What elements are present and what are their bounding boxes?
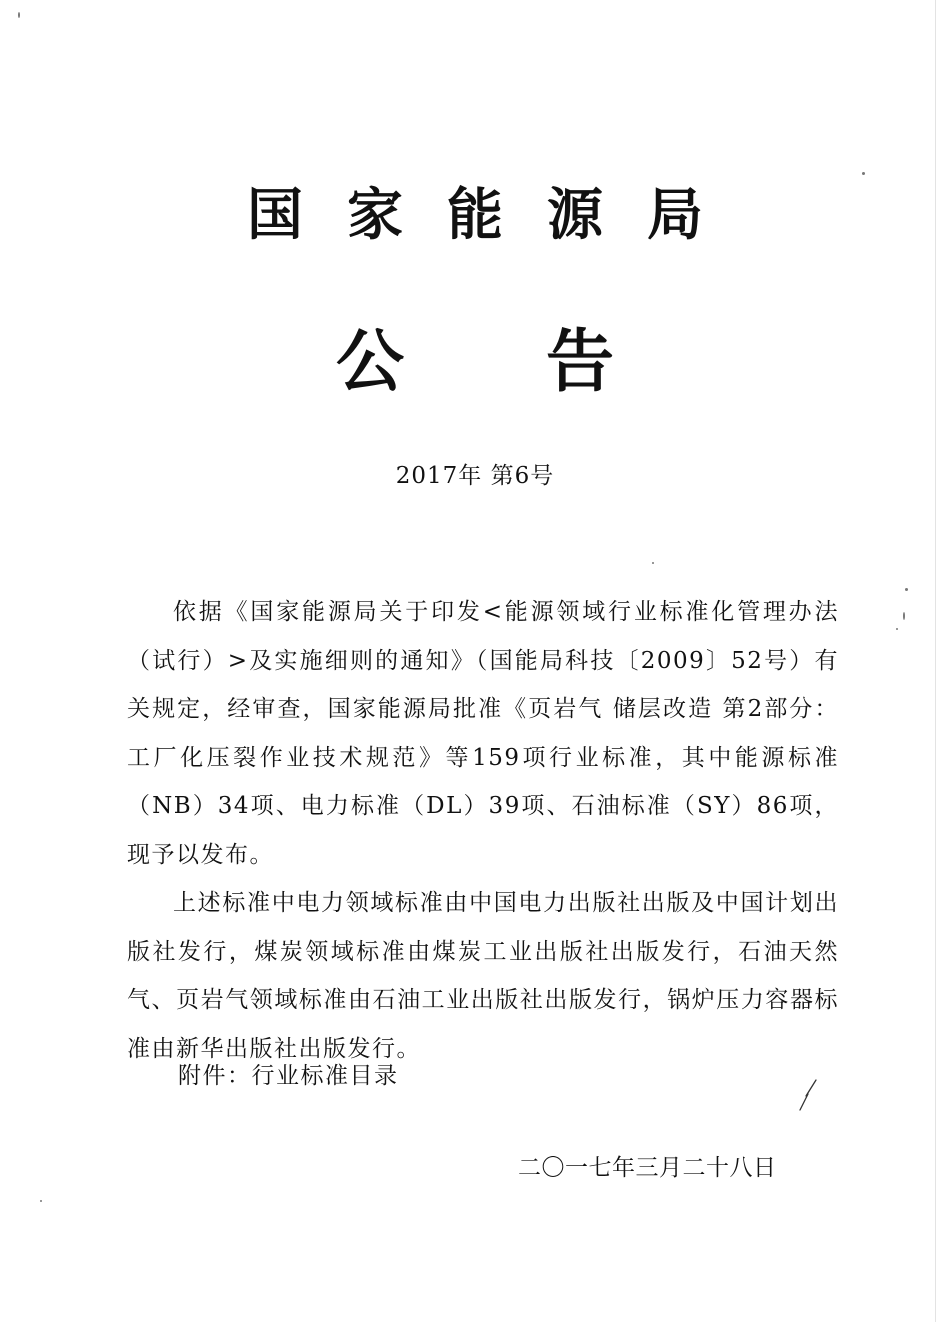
scan-speck bbox=[18, 12, 20, 18]
scan-speck bbox=[862, 172, 865, 175]
pen-stroke-mark bbox=[796, 1078, 820, 1114]
announcement-title: 公告 bbox=[335, 322, 756, 402]
organization-title: 国家能源局 bbox=[247, 182, 747, 248]
body-paragraph: 上述标准中电力领域标准由中国电力出版社出版及中国计划出版社发行，煤炭领域标准由煤炭工业出版社出版发行，石油天然气、页岩气领域标准由石油工业出版社出版发行，锅炉压力容器标准由新华出版社出版发行。 bbox=[127, 890, 839, 1062]
body-paragraph: 依据《国家能源局关于印发<能源领域行业标准化管理办法（试行）>及实施细则的通知》（国能局科技〔2009〕52号）有关规定，经审查，国家能源局批准《页岩气 储层改造 第2部分：工厂化压裂作业技术规范》等159项行业标准，其中能源标准（NB）34项、电力标准（DL）39项、石油标准（SY）86项，现予以发布。 bbox=[127, 599, 839, 868]
announcement-body bbox=[127, 588, 839, 1073]
issue-date: 二〇一七年三月二十八日 bbox=[518, 1155, 777, 1181]
scan-speck bbox=[652, 562, 654, 564]
issue-number: 2017年 第6号 bbox=[395, 463, 555, 489]
scan-speck bbox=[905, 588, 908, 591]
scan-speck bbox=[40, 1200, 42, 1202]
scan-speck bbox=[903, 612, 905, 620]
attachment-line: 附件：行业标准目录 bbox=[178, 1063, 399, 1089]
scan-speck bbox=[896, 628, 898, 630]
